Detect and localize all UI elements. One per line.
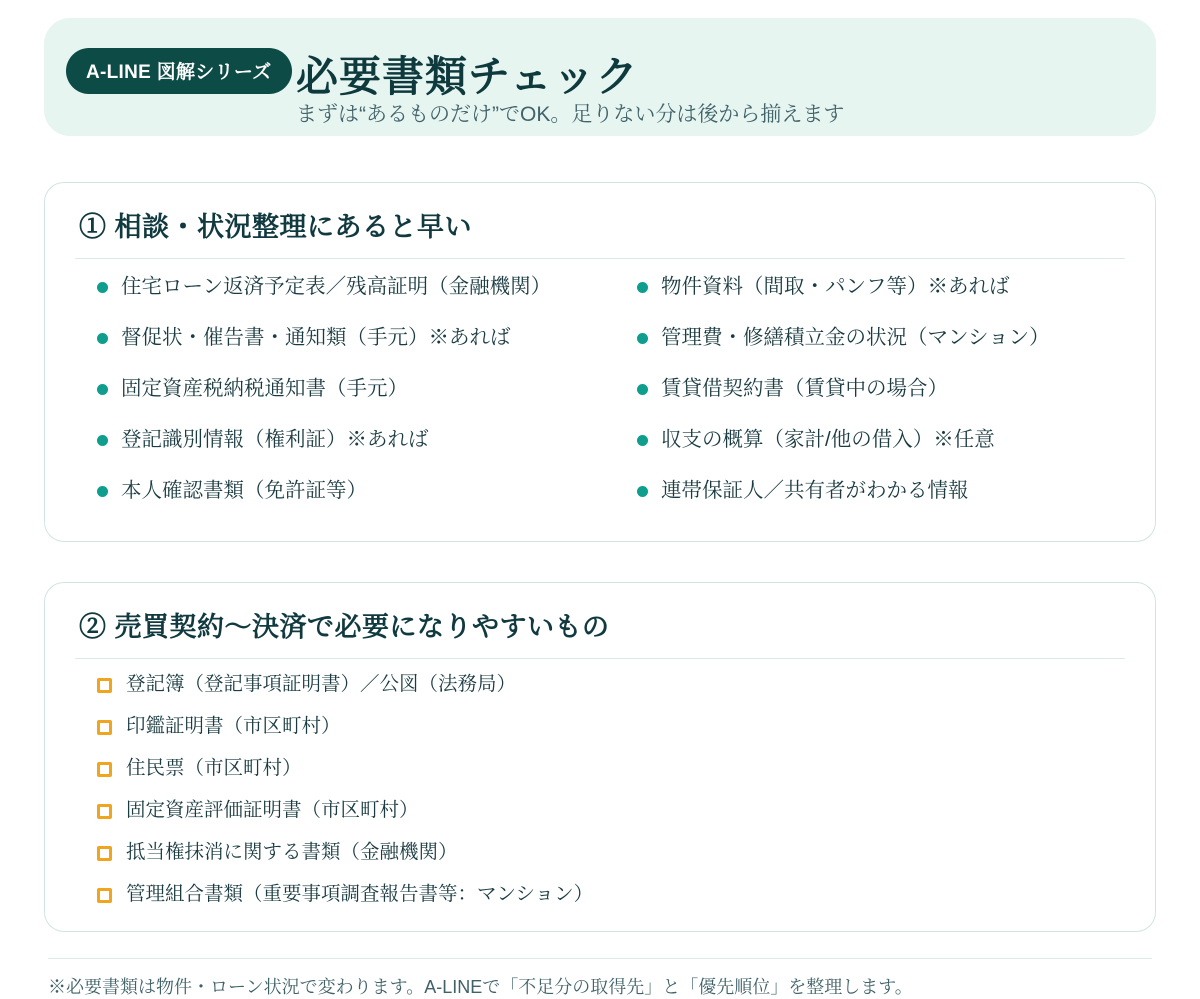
section-2-list [75,659,1125,923]
list-item[interactable] [75,839,1125,881]
bullet-dot-icon [637,333,648,344]
bullet-dot-icon [97,282,108,293]
checkbox-icon[interactable] [97,804,112,819]
checkbox-icon[interactable] [97,720,112,735]
header-banner [44,18,1156,136]
bullet-dot-icon [97,333,108,344]
list-item [75,273,585,324]
list-item [75,477,585,528]
list-item-label: 登記識別情報（権利証）※あれば [121,428,429,451]
bullet-dot-icon [97,486,108,497]
list-item[interactable] [75,713,1125,755]
checkbox-icon[interactable] [97,762,112,777]
list-item-label: 固定資産税納税通知書（手元） [121,377,408,400]
list-item[interactable] [75,881,1125,923]
bullet-dot-icon [97,384,108,395]
section-1-list [75,259,1125,528]
series-badge: A-LINE 図解シリーズ [66,48,292,94]
bullet-dot-icon [637,435,648,446]
list-item [615,477,1125,528]
checkbox-icon[interactable] [97,678,112,693]
list-item [75,375,585,426]
section-card-1 [44,182,1156,542]
footnote: ※必要書類は物件・ローン状況で変わります。A-LINEで「不足分の取得先」と「優先順位」を整理します。 [48,958,1152,999]
list-item-label: 住民票（市区町村） [126,757,302,779]
section-2-title: ② 売買契約〜決済で必要になりやすいもの [75,605,1125,659]
list-item-label: 管理組合書類（重要事項調査報告書等：マンション） [126,883,594,905]
list-item [615,426,1125,477]
list-item [615,324,1125,375]
list-item-label: 管理費・修繕積立金の状況（マンション） [661,326,1050,349]
bullet-dot-icon [637,384,648,395]
list-item [615,375,1125,426]
list-item-label: 登記簿（登記事項証明書）／公図（法務局） [126,673,517,695]
page-subtitle: まずは“あるものだけ”でOK。足りない分は後から揃えます [296,103,845,126]
list-item[interactable] [75,797,1125,839]
list-item-label: 住宅ローン返済予定表／残高証明（金融機関） [121,275,552,298]
bullet-dot-icon [97,435,108,446]
list-item-label: 印鑑証明書（市区町村） [126,715,341,737]
section-1-title: ① 相談・状況整理にあると早い [75,205,1125,259]
checkbox-icon[interactable] [97,888,112,903]
bullet-dot-icon [637,282,648,293]
list-item[interactable] [75,671,1125,713]
bullet-dot-icon [637,486,648,497]
list-item-label: 督促状・催告書・通知類（手元）※あれば [121,326,511,349]
list-item[interactable] [75,755,1125,797]
list-item-label: 抵当権抹消に関する書類（金融機関） [126,841,458,863]
list-item-label: 物件資料（間取・パンフ等）※あれば [661,275,1010,298]
list-item [75,426,585,477]
checkbox-icon[interactable] [97,846,112,861]
list-item-label: 収支の概算（家計/他の借入）※任意 [661,428,995,451]
list-item-label: 連帯保証人／共有者がわかる情報 [661,479,969,502]
list-item [75,324,585,375]
list-item-label: 本人確認書類（免許証等） [121,479,367,502]
list-item [615,273,1125,324]
list-item-label: 固定資産評価証明書（市区町村） [126,799,419,821]
list-item-label: 賃貸借契約書（賃貸中の場合） [661,377,948,400]
page-title: 必要書類チェック [296,53,639,100]
section-card-2 [44,582,1156,932]
